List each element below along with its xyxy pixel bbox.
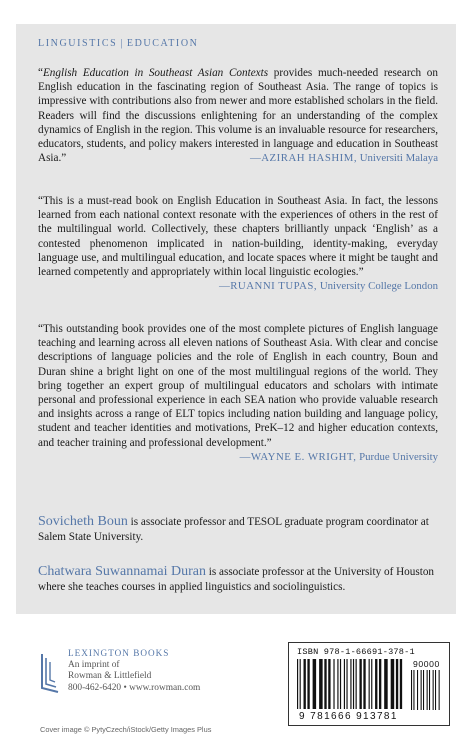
- attribution-name: —RUANNI TUPAS,: [218, 280, 318, 293]
- publisher-contact: 800-462-6420 • www.rowman.com: [68, 682, 201, 693]
- publisher-name: LEXINGTON BOOKS: [68, 648, 170, 658]
- barcode-bar: [433, 670, 434, 710]
- barcode-bar: [344, 659, 345, 709]
- barcode-bar: [379, 659, 381, 709]
- barcode-bar: [307, 659, 309, 709]
- attribution-org: Universiti Malaya: [357, 152, 438, 165]
- publisher-parent: Rowman & Littlefield: [68, 671, 152, 681]
- barcode-bar: [413, 670, 414, 710]
- isbn-barcode: [288, 642, 450, 726]
- blurb-attribution: [234, 450, 438, 464]
- barcode-bar: [363, 659, 365, 709]
- barcode-bar: [427, 670, 428, 710]
- barcode-bar: [391, 659, 395, 709]
- book-title-italic: English Education in Southeast Asian Contexts: [42, 67, 269, 79]
- ean13-barcode: [297, 659, 407, 709]
- barcode-bar: [371, 659, 372, 709]
- isbn-text: ISBN 978-1-66691-378-1: [297, 647, 415, 657]
- author-name: Sovicheth Boun: [38, 514, 128, 529]
- blurb-3: [38, 322, 438, 464]
- barcode-bar: [435, 670, 436, 710]
- barcode-bar: [350, 659, 351, 709]
- barcode-bar: [304, 659, 306, 709]
- blurb-attribution: [244, 151, 438, 165]
- blurb-panel: [16, 24, 456, 614]
- barcode-bar: [429, 670, 430, 710]
- lexington-books-logo-icon: [38, 652, 62, 694]
- barcode-bar: [333, 659, 334, 709]
- barcode-bar: [400, 659, 402, 709]
- attribution-name: —AZIRAH HASHIM,: [249, 152, 358, 165]
- barcode-bar: [340, 659, 341, 709]
- barcode-bar: [300, 659, 301, 709]
- addon-barcode: [411, 670, 443, 710]
- author-bio-1: [38, 515, 438, 544]
- barcode-bar: [423, 670, 424, 710]
- barcode-number: 9 781666 913781: [299, 711, 398, 722]
- blurb-attribution: [213, 279, 438, 293]
- barcode-bar: [396, 659, 398, 709]
- publisher-text: [68, 648, 200, 694]
- barcode-bar: [359, 659, 361, 709]
- blurb-body: “This is a must-read book on English Education in Southeast Asia. In fact, the lessons learned from each national context resonate with the experiences of others in the rest of the multilingual world. Collectively, these chapters brilliantly unpack ‘English’ as a contested phenomenon implicated in nation-building, identity-making, everyday language use, and multilingual education, and locate spaces where it might be taught and learned competently and appropriately within local linguistic ecologies.”: [38, 195, 438, 279]
- barcode-bar: [375, 659, 377, 709]
- category-education: EDUCATION: [126, 38, 199, 49]
- attribution-name: —WAYNE E. WRIGHT,: [239, 450, 357, 463]
- blurb-open-quote: “: [38, 67, 43, 79]
- author-name: Chatwara Suwannamai Duran: [38, 564, 206, 579]
- barcode-bar: [411, 670, 412, 710]
- publisher-block: [38, 648, 278, 718]
- barcode-bar: [328, 659, 330, 709]
- barcode-bar: [356, 659, 357, 709]
- blurb-2: [38, 194, 438, 293]
- author-bio-2: [38, 565, 438, 594]
- barcode-bar: [324, 659, 326, 709]
- author-bio-text: is associate professor and TESOL graduate program coordinator at Salem State University.: [38, 516, 429, 543]
- barcode-bar: [337, 659, 338, 709]
- publisher-imprint-line: An imprint of: [68, 659, 120, 670]
- cover-image-credit: Cover image © PytyCzech/iStock/Getty Images Plus: [40, 725, 212, 734]
- attribution-org: University College London: [317, 280, 438, 293]
- barcode-bar: [346, 659, 347, 709]
- barcode-bar: [319, 659, 323, 709]
- author-bio-text: is associate professor at the University of Houston where she teaches courses in applied linguistics and sociolinguistics.: [38, 566, 435, 593]
- barcode-bar: [421, 670, 422, 710]
- barcode-bar: [353, 659, 354, 709]
- barcode-bar: [417, 670, 418, 710]
- attribution-org: Purdue University: [356, 450, 438, 463]
- price-addon-code: 90000: [413, 659, 440, 669]
- category-separator: |: [120, 38, 124, 49]
- barcode-bar: [369, 659, 370, 709]
- blurb-body: “This outstanding book provides one of the most complete pictures of English language teaching and learning across all eleven nations of Southeast Asia. With clear and concise descriptions of language policies and the role of English in each country, Boun and Duran shine a bright light on one of the most multilingual regions of the world. They bring together an expert group of multilingual educators and scholars with intimate personal and professional experience in each SEA nation who provide valuable research and insights across a range of ELT topics including nation building and language policy, student and teacher identities and motivations, PreK–12 and higher education contexts, and teacher training and professional development.”: [38, 323, 438, 449]
- barcode-bar: [297, 659, 298, 709]
- barcode-bar: [439, 670, 440, 710]
- barcode-bar: [313, 659, 317, 709]
- blurb-body: provides much-needed research on English education in the fascinating region of Southeast Asia. The range of topics is impressive with contributions also from newer and more established scholars in the field. Readers will find the discussions enlightening for an understanding of the complex dynamics of English in the region. This volume is an invaluable resource for researchers, educators, students, and policy makers interested in language and education in Southeast Asia.”: [38, 67, 438, 165]
- category-linguistics: LINGUISTICS: [38, 38, 118, 49]
- barcode-bar: [384, 659, 388, 709]
- subject-category: [38, 38, 199, 49]
- blurb-1: [38, 66, 438, 165]
